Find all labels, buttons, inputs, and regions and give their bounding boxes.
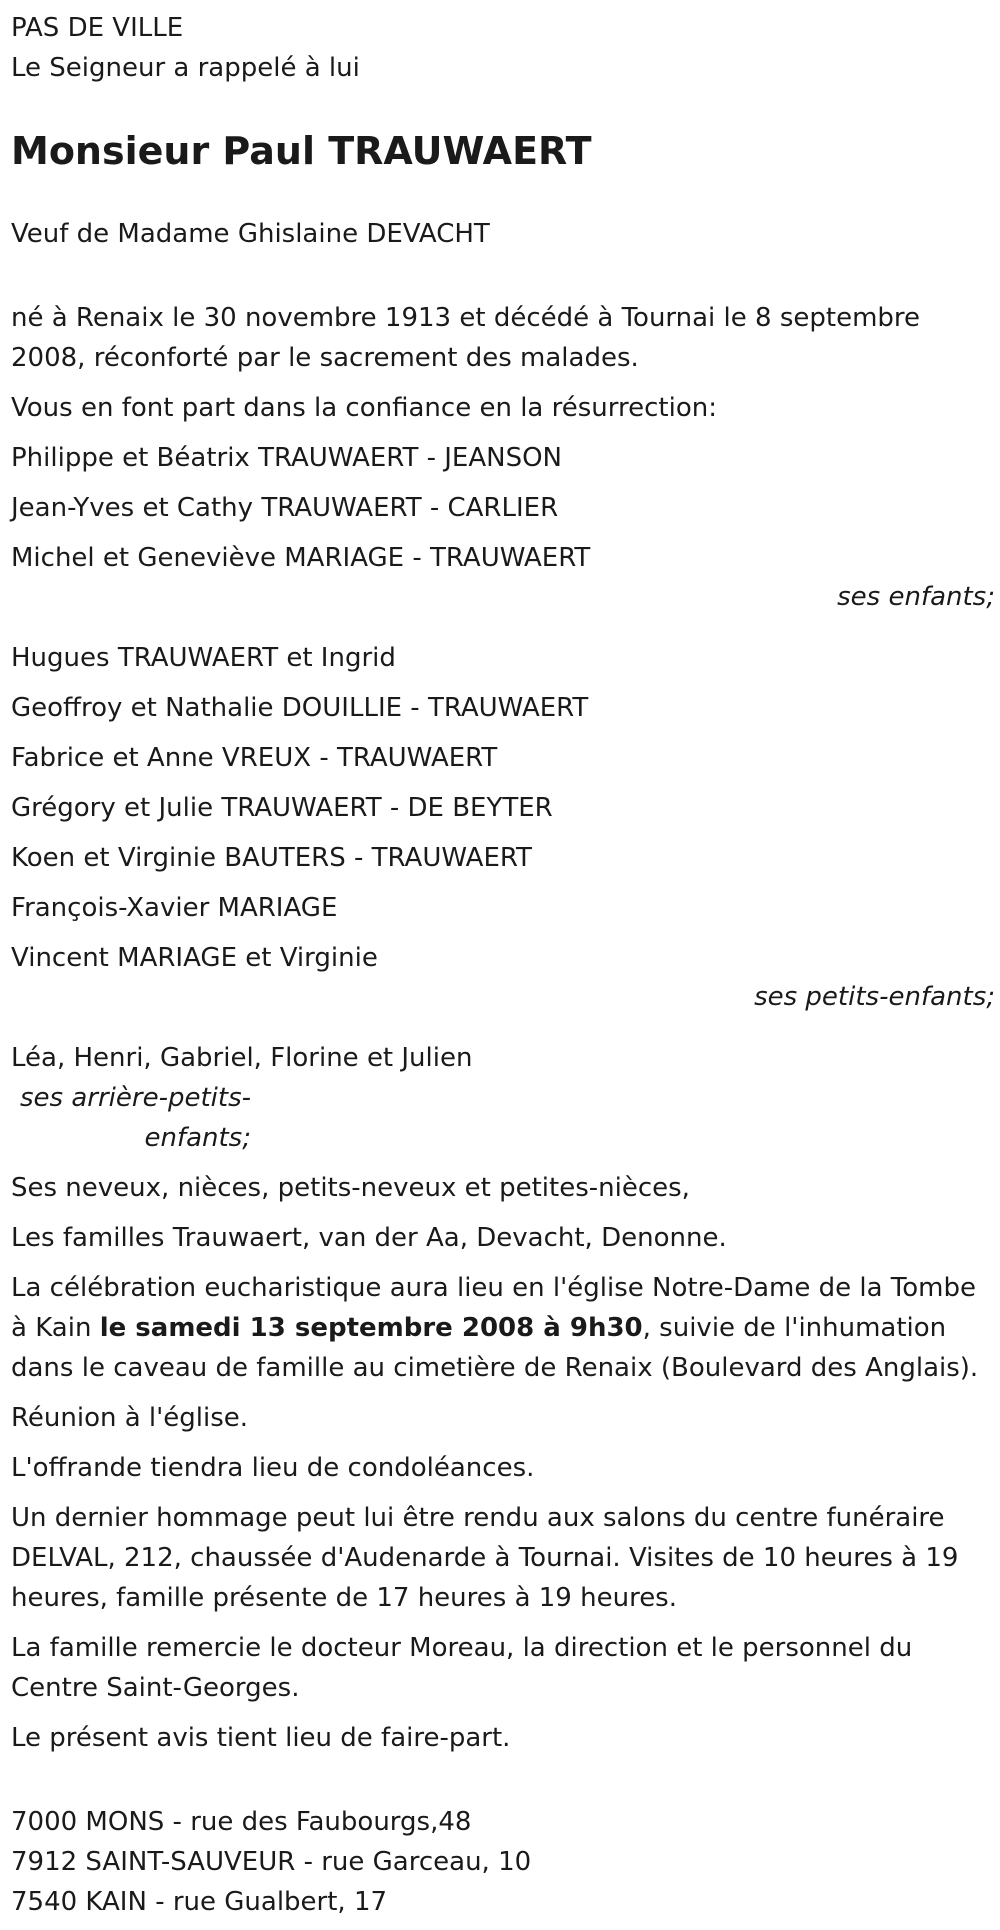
child-entry: Philippe et Béatrix TRAUWAERT - JEANSON (11, 443, 563, 473)
ceremony-date: le samedi 13 septembre 2008 à 9h30 (99, 1313, 643, 1343)
notice-line: Le présent avis tient lieu de faire-part. (11, 1723, 511, 1753)
offering-line: L'offrande tiendra lieu de condoléances. (11, 1453, 535, 1483)
homage-paragraph: Un dernier hommage peut lui être rendu aux salons du centre funéraire DELVAL, 212, chaussée d'Audenarde à Tournai. Visites de 10 heures à 19 heures, famille présente de 17 heures à 19 heures. (11, 1503, 959, 1613)
widow-line: Veuf de Madame Ghislaine DEVACHT (11, 219, 490, 249)
grandchild-entry: Geoffroy et Nathalie DOUILLIE - TRAUWAERT (11, 693, 589, 723)
address-line: 7912 SAINT-SAUVEUR - rue Garceau, 10 (11, 1847, 532, 1877)
grandchild-entry: Fabrice et Anne VREUX - TRAUWAERT (11, 743, 498, 773)
families-line: Les familles Trauwaert, van der Aa, Devacht, Denonne. (11, 1223, 727, 1253)
announce-line: Vous en font part dans la confiance en la résurrection: (11, 393, 717, 423)
address-list (11, 1802, 995, 1922)
grandchild-entry: François-Xavier MARIAGE (11, 893, 338, 923)
location-line: PAS DE VILLE (11, 13, 184, 43)
ceremony-text-after: , suivie de l'inhumation dans le caveau de famille au cimetière de Renaix (Boulevard des Anglais). (11, 1313, 979, 1383)
birth-death-paragraph: né à Renaix le 30 novembre 1913 et décédé à Tournai le 8 septembre 2008, réconforté par le sacrement des malades. (11, 303, 921, 373)
grandchild-entry: Grégory et Julie TRAUWAERT - DE BEYTER (11, 793, 553, 823)
grandchildren-label: ses petits-enfants; (754, 982, 995, 1012)
address-line: 7540 KAIN - rue Gualbert, 17 (11, 1887, 388, 1917)
obituary-content (11, 8, 995, 1922)
address-line: 7000 MONS - rue des Faubourgs,48 (11, 1807, 472, 1837)
grandchild-entry: Vincent MARIAGE et Virginie (11, 943, 378, 973)
intro-line: Le Seigneur a rappelé à lui (11, 53, 360, 83)
thanks-paragraph: La famille remercie le docteur Moreau, la direction et le personnel du Centre Saint-Georges. (11, 1633, 913, 1703)
deceased-name-title: Monsieur Paul TRAUWAERT (11, 129, 592, 173)
grandchild-entry: Hugues TRAUWAERT et Ingrid (11, 643, 396, 673)
ceremony-text-before: La célébration eucharistique aura lieu en l'église Notre-Dame de la Tombe à Kain (11, 1273, 977, 1343)
relatives-line: Ses neveux, nièces, petits-neveux et petites-nièces, (11, 1173, 690, 1203)
meeting-line: Réunion à l'église. (11, 1403, 249, 1433)
great-grandchildren-entry: Léa, Henri, Gabriel, Florine et Julien (11, 1043, 473, 1073)
ceremony-paragraph (11, 1268, 995, 1388)
grandchild-entry: Koen et Virginie BAUTERS - TRAUWAERT (11, 843, 532, 873)
child-entry: Jean-Yves et Cathy TRAUWAERT - CARLIER (11, 493, 559, 523)
children-label: ses enfants; (837, 582, 995, 612)
child-entry: Michel et Geneviève MARIAGE - TRAUWAERT (11, 543, 591, 573)
great-grandchildren-label: ses arrière-petits-enfants; (20, 1083, 251, 1153)
